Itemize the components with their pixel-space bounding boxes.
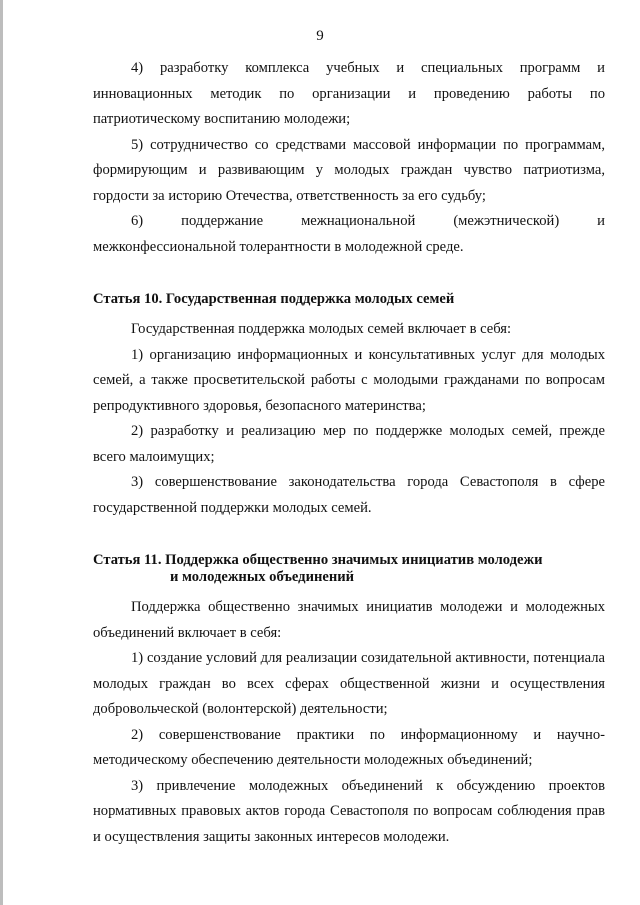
article-11-heading bbox=[93, 552, 605, 586]
article-10-item-1: 1) организацию информационных и консультативных услуг для молодых семей, а также просветительской работы с молодыми гражданами по вопросам репродуктивного здоровья, безопасного материнства; bbox=[93, 346, 605, 414]
article-11-item-2: 2) совершенствование практики по информационному и научно-методическому обеспечению деятельности молодежных объединений; bbox=[93, 726, 605, 768]
spacer bbox=[93, 260, 605, 291]
document-body bbox=[93, 56, 605, 850]
scan-edge bbox=[0, 0, 3, 905]
list-item-6: 6) поддержание межнациональной (межэтнической) и межконфессиональной толерантности в молодежной среде. bbox=[93, 213, 605, 255]
article-11-item-3: 3) привлечение молодежных объединений к обсуждению проектов нормативных правовых актов города Севастополя по вопросам соблюдения прав и осуществления защиты законных интересов молодежи. bbox=[93, 777, 605, 845]
article-11-lead: Поддержка общественно значимых инициатив молодежи и молодежных объединений включает в себя: bbox=[93, 599, 605, 641]
article-10-heading: Статья 10. Государственная поддержка молодых семей bbox=[93, 291, 455, 307]
article-11-item-1: 1) создание условий для реализации созидательной активности, потенциала молодых граждан во всех сферах общественной жизни и осуществления добровольческой (волонтерской) деятельности; bbox=[93, 650, 605, 717]
list-item-4: 4) разработку комплекса учебных и специальных программ и инновационных методик по организации и проведению работы по патриотическому воспитанию молодежи; bbox=[93, 60, 605, 127]
article-11-heading-line1: Статья 11. Поддержка общественно значимых инициатив молодежи bbox=[93, 552, 543, 568]
article-10-item-3: 3) совершенствование законодательства города Севастополя в сфере государственной поддержки молодых семей. bbox=[93, 474, 605, 516]
article-10-item-2: 2) разработку и реализацию мер по поддержке молодых семей, прежде всего малоимущих; bbox=[93, 423, 605, 465]
list-item-5: 5) сотрудничество со средствами массовой информации по программам, формирующим и развивающим у молодых граждан чувство патриотизма, гордости за историю Отечества, ответственность за его судьбу; bbox=[93, 136, 605, 204]
page-number: 9 bbox=[316, 28, 324, 44]
article-11-heading-line2: и молодежных объединений bbox=[170, 569, 355, 585]
article-10-lead: Государственная поддержка молодых семей включает в себя: bbox=[131, 321, 512, 337]
spacer bbox=[93, 308, 605, 317]
spacer bbox=[93, 521, 605, 552]
spacer bbox=[93, 586, 605, 595]
